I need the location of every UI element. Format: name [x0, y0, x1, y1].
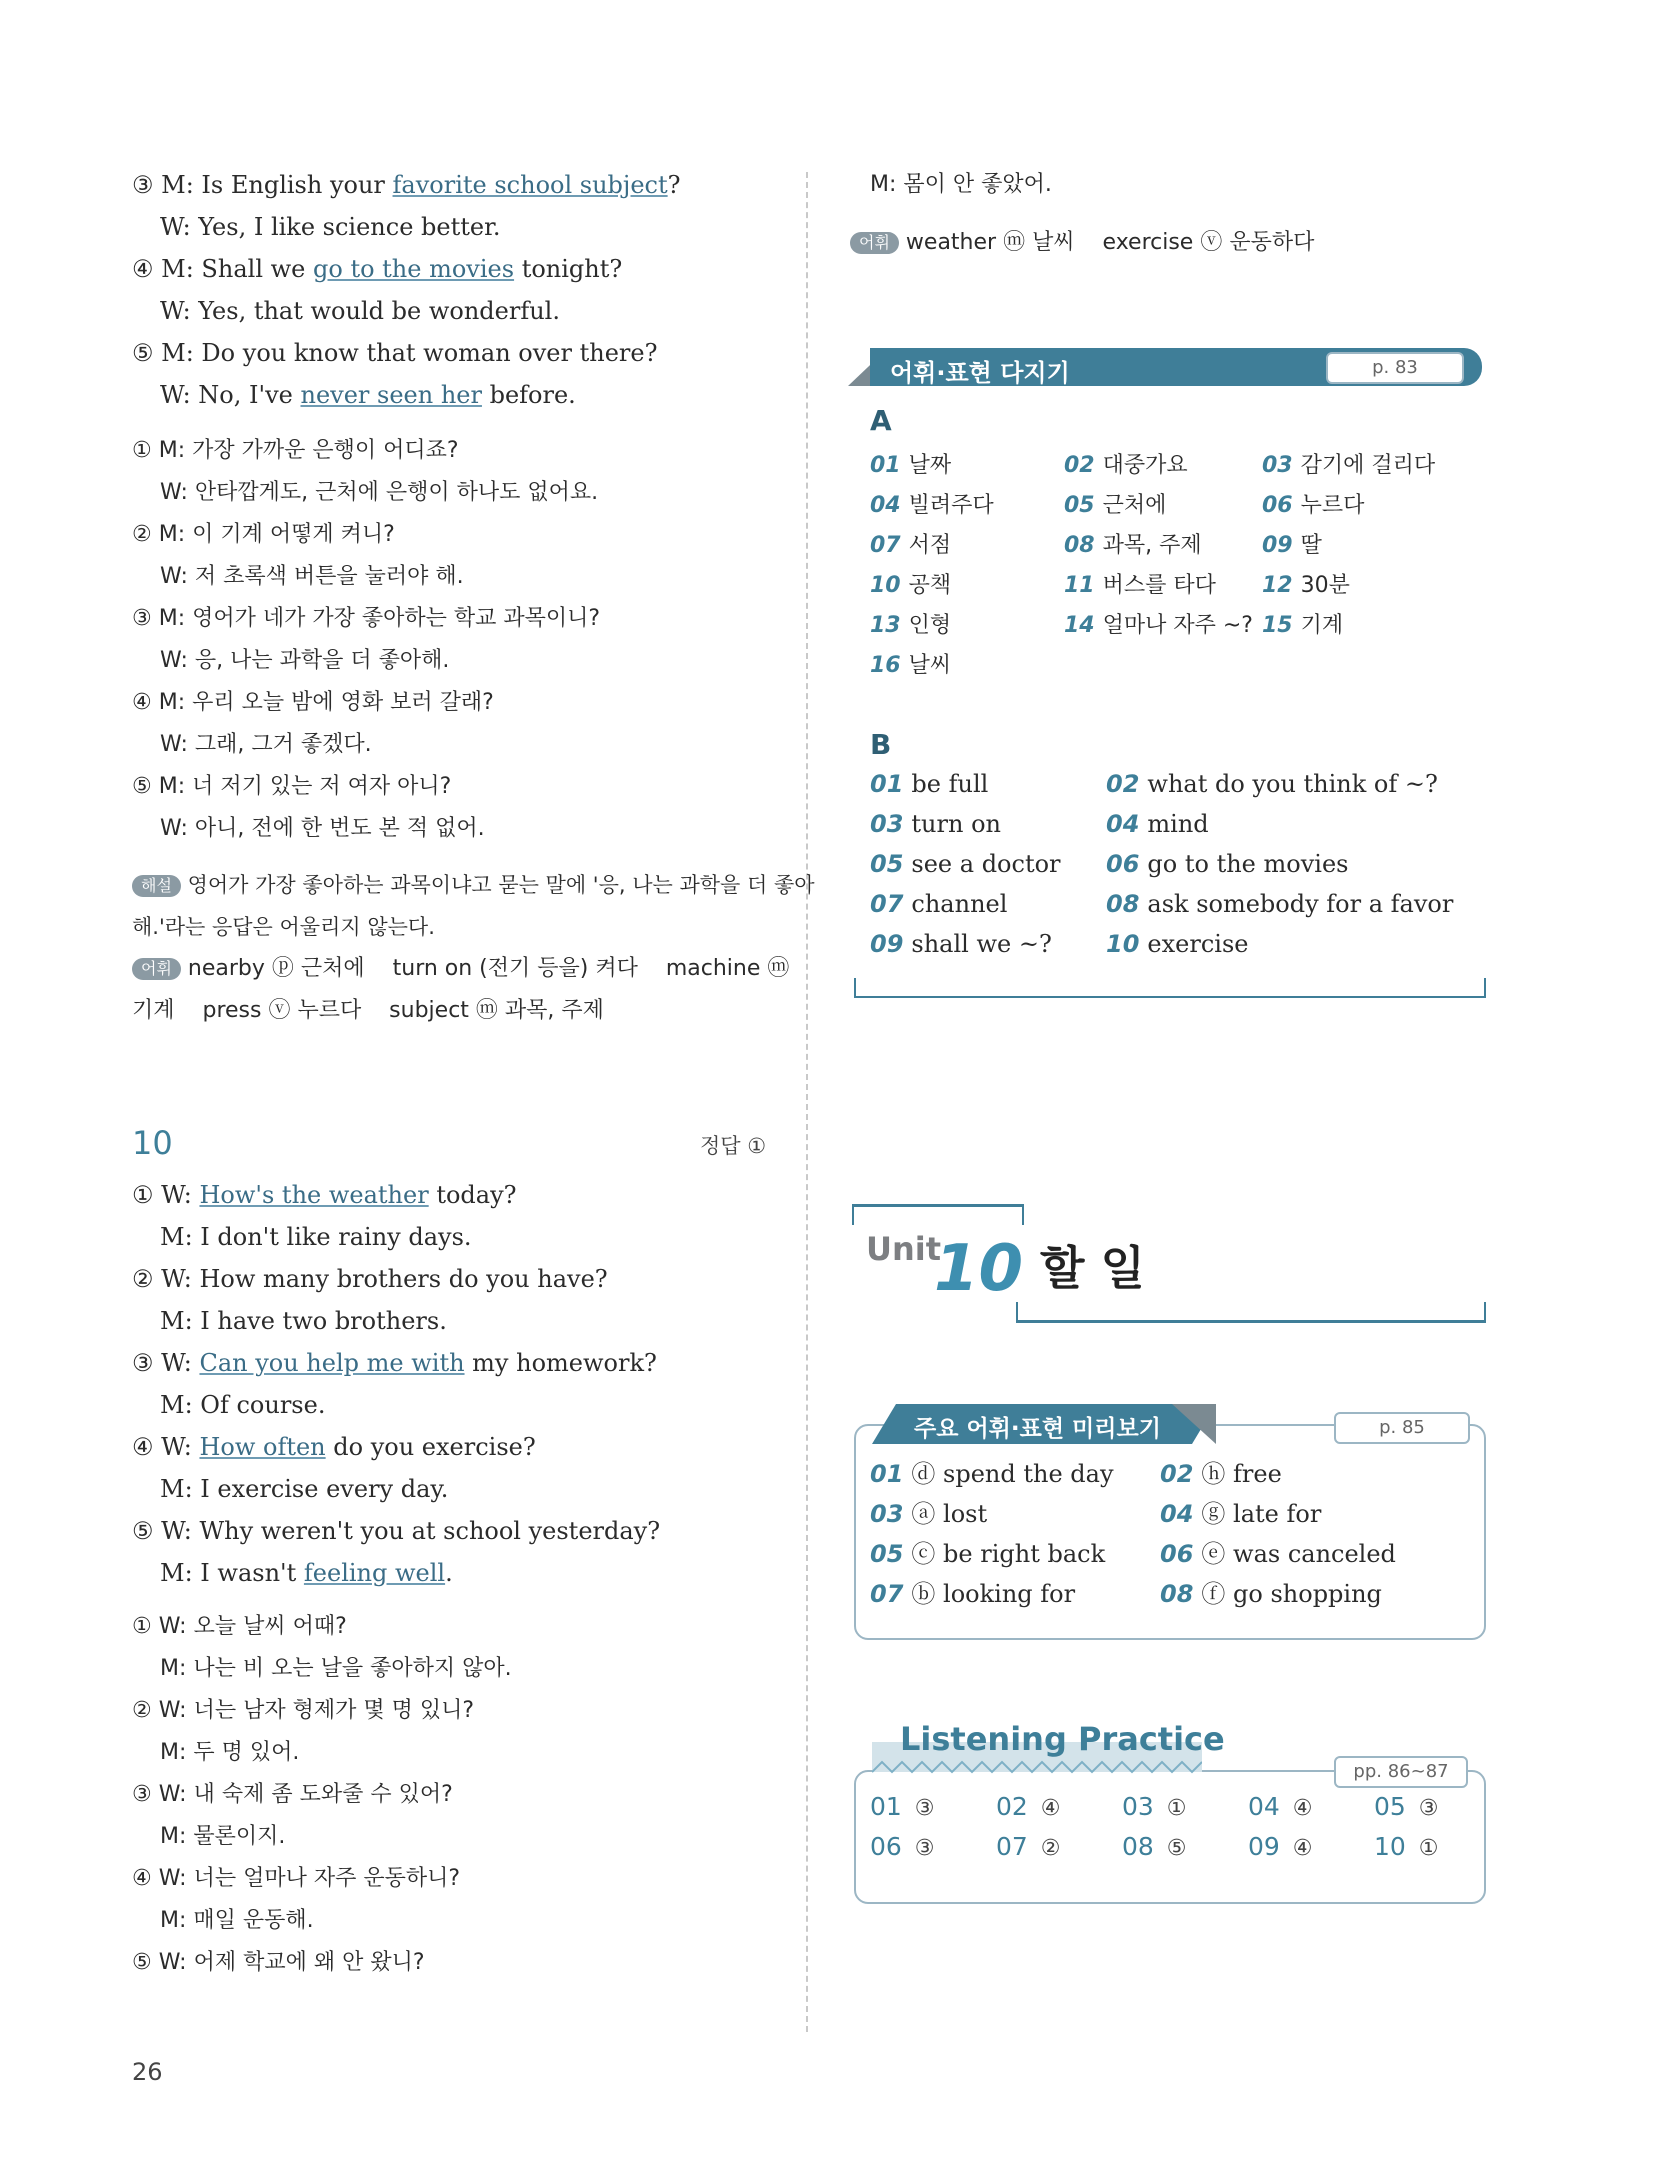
section-a-letter: A: [870, 404, 892, 437]
item-text: be full: [911, 770, 989, 798]
listening-answer: [1122, 1832, 1187, 1861]
vocab-a-item: [870, 648, 951, 679]
item-text: 서점: [908, 533, 952, 558]
dialogue-text: ① W:: [132, 1181, 200, 1209]
dialogue-line: [132, 1348, 657, 1378]
dialogue-text: M: Of course.: [160, 1391, 326, 1419]
item-text: ⓐ lost: [911, 1500, 988, 1528]
listening-answer: [1122, 1792, 1187, 1821]
item-text: 근처에: [1102, 493, 1167, 518]
dialogue-line: M: 두 명 있어.: [160, 1740, 300, 1765]
listening-answer: [1374, 1792, 1439, 1821]
answer-number: 05: [1374, 1792, 1406, 1821]
dialogue-text: ③ M: Is English your: [132, 171, 393, 199]
key-expression: go to the movies: [313, 255, 515, 283]
vocab-b-item: [870, 850, 1061, 878]
item-text: 인형: [908, 613, 952, 638]
item-number: 04: [1106, 810, 1140, 838]
section-b-letter: B: [870, 728, 892, 761]
item-number: 01: [870, 770, 904, 798]
item-number: 08: [1106, 890, 1140, 918]
item-number: 01: [870, 1460, 904, 1488]
vocab-a-item: [870, 608, 951, 639]
vocab-line-1: 어휘 nearby ⓟ 근처에 turn on (전기 등을) 켜다 machine ⓜ: [132, 954, 789, 984]
answer-number: 10: [1374, 1832, 1406, 1861]
item-text: ⓒ be right back: [911, 1540, 1106, 1568]
unit-number: 10: [934, 1232, 1024, 1306]
vocab-b-item: [1106, 770, 1438, 798]
dialogue-line: [160, 380, 576, 410]
item-number: 06: [1106, 850, 1140, 878]
item-text: ⓑ looking for: [911, 1580, 1076, 1608]
item-text: ⓗ free: [1201, 1460, 1282, 1488]
page-number: 26: [132, 2058, 163, 2086]
dialogue-text: my homework?: [464, 1349, 657, 1377]
dialogue-line: [132, 1180, 517, 1210]
item-text: ask somebody for a favor: [1147, 890, 1454, 918]
vocab-a-item: [1064, 528, 1202, 559]
dialogue-text: M: I exercise every day.: [160, 1475, 449, 1503]
vocab-box-title: 어휘·표현 다지기: [890, 359, 1070, 387]
listening-title: Listening Practice: [900, 1720, 1225, 1758]
item-text: go to the movies: [1147, 850, 1349, 878]
item-text: exercise: [1147, 930, 1249, 958]
item-number: 06: [1262, 493, 1293, 518]
answer-choice: ①: [1159, 1796, 1187, 1821]
vocab-b-item: [1106, 890, 1453, 918]
item-number: 07: [870, 890, 904, 918]
vocab-a-item: [1262, 528, 1322, 559]
item-number: 07: [870, 1580, 904, 1608]
answer-choice: ③: [907, 1796, 935, 1821]
key-expression: How's the weather: [199, 1181, 429, 1209]
dialogue-line: [132, 254, 622, 284]
dialogue-text: W: Yes, that would be wonderful.: [160, 297, 560, 325]
dialogue-text: ⑤ M: Do you know that woman over there?: [132, 339, 658, 367]
question-number: 10: [132, 1124, 173, 1162]
dialogue-line: [132, 1516, 660, 1546]
dialogue-line: M: 나는 비 오는 날을 좋아하지 않아.: [160, 1656, 512, 1681]
item-text: 빌려주다: [908, 493, 994, 518]
vocab-b-item: [1106, 810, 1209, 838]
dialogue-line: ③ M: 영어가 네가 가장 좋아하는 학교 과목이니?: [132, 606, 601, 631]
item-text: 30분: [1300, 573, 1350, 598]
answer-choice: ④: [1285, 1836, 1313, 1861]
explanation-tag: 해설: [132, 875, 181, 897]
preview-item: [1160, 1574, 1382, 1609]
dialogue-line: [160, 1558, 453, 1588]
item-text: 날씨: [908, 653, 952, 678]
dialogue-line: [132, 1264, 608, 1294]
item-text: ⓖ late for: [1201, 1500, 1322, 1528]
vocab-a-item: [1064, 568, 1216, 599]
item-number: 08: [1160, 1580, 1194, 1608]
listening-page: pp. 86~87: [1334, 1756, 1468, 1788]
answer-number: 01: [870, 1792, 902, 1821]
dialogue-line: W: 안타깝게도, 근처에 은행이 하나도 없어요.: [160, 480, 599, 505]
answer-choice: ③: [1411, 1796, 1439, 1821]
answer-number: 06: [870, 1832, 902, 1861]
item-text: mind: [1147, 810, 1209, 838]
item-text: 기계: [1300, 613, 1344, 638]
item-number: 08: [1064, 533, 1095, 558]
answer-choice: ④: [1033, 1796, 1061, 1821]
vocab-line-2: 기계 press ⓥ 누르다 subject ⓜ 과목, 주제: [132, 998, 604, 1023]
item-number: 06: [1160, 1540, 1194, 1568]
unit-bracket-top: [852, 1204, 1024, 1225]
item-number: 14: [1064, 613, 1095, 638]
item-text: shall we ~?: [911, 930, 1052, 958]
vocab-a-item: [1262, 448, 1435, 479]
item-number: 10: [870, 573, 901, 598]
item-text: ⓔ was canceled: [1201, 1540, 1396, 1568]
dialogue-line: [160, 1390, 325, 1420]
vocab-a-item: [870, 448, 951, 479]
item-number: 10: [1106, 930, 1140, 958]
answer-choice: ④: [1285, 1796, 1313, 1821]
answer-label: 정답 ①: [700, 1134, 767, 1158]
dialogue-line: ⑤ W: 어제 학교에 왜 안 왔니?: [132, 1950, 425, 1975]
unit-title: 할 일: [1040, 1241, 1145, 1295]
dialogue-text: W: No, I've: [160, 381, 301, 409]
item-text: turn on: [911, 810, 1001, 838]
answer-choice: ③: [907, 1836, 935, 1861]
vocab-a-item: [1064, 608, 1253, 639]
dialogue-line: W: 아니, 전에 한 번도 본 적 없어.: [160, 816, 485, 841]
vocab-a-item: [870, 528, 951, 559]
vocab-b-item: [1106, 930, 1248, 958]
item-number: 03: [870, 1500, 904, 1528]
key-expression: How often: [199, 1433, 326, 1461]
item-number: 12: [1262, 573, 1293, 598]
listening-answer: [1248, 1792, 1313, 1821]
item-number: 04: [870, 493, 901, 518]
answer-number: 04: [1248, 1792, 1280, 1821]
top-vocab-line: 어휘 weather ⓜ 날씨 exercise ⓥ 운동하다: [850, 228, 1314, 258]
item-text: 공책: [908, 573, 952, 598]
answer-number: 07: [996, 1832, 1028, 1861]
dialogue-line: W: 저 초록색 버튼을 눌러야 해.: [160, 564, 464, 589]
item-text: channel: [911, 890, 1008, 918]
dialogue-line: [160, 1306, 447, 1336]
item-number: 09: [1262, 533, 1293, 558]
dialogue-line: [160, 1474, 448, 1504]
preview-item: [1160, 1494, 1321, 1529]
listening-answer: [996, 1792, 1061, 1821]
preview-item: [1160, 1454, 1282, 1489]
dialogue-line: ④ W: 너는 얼마나 자주 운동하니?: [132, 1866, 461, 1891]
dialogue-line: [132, 170, 681, 200]
answer-number: 02: [996, 1792, 1028, 1821]
listening-answer: [1248, 1832, 1313, 1861]
listening-answer: [870, 1792, 935, 1821]
item-number: 03: [1262, 453, 1293, 478]
vocab-b-item: [1106, 850, 1348, 878]
explanation-line-1: 해설 영어가 가장 좋아하는 과목이냐고 묻는 말에 '응, 나는 과학을 더 좋아: [132, 870, 815, 900]
dialogue-text: ?: [667, 171, 681, 199]
dialogue-line: [160, 296, 560, 326]
dialogue-line: W: 응, 나는 과학을 더 좋아해.: [160, 648, 450, 673]
item-text: ⓓ spend the day: [911, 1460, 1114, 1488]
unit-word: Unit: [866, 1230, 942, 1268]
answer-choice: ②: [1033, 1836, 1061, 1861]
item-number: 05: [870, 850, 904, 878]
dialogue-line: ② M: 이 기계 어떻게 켜니?: [132, 522, 395, 547]
item-number: 07: [870, 533, 901, 558]
item-number: 04: [1160, 1500, 1194, 1528]
answer-number: 03: [1122, 1792, 1154, 1821]
vocab-a-item: [1064, 488, 1166, 519]
item-text: 대중가요: [1102, 453, 1188, 478]
dialogue-text: W: Yes, I like science better.: [160, 213, 501, 241]
item-text: 누르다: [1300, 493, 1365, 518]
dialogue-line: ① M: 가장 가까운 은행이 어디죠?: [132, 438, 459, 463]
dialogue-text: tonight?: [514, 255, 623, 283]
vocab-box-bracket: [854, 978, 1486, 998]
vocab-b-item: [870, 810, 1001, 838]
vocab-a-item: [1262, 568, 1350, 599]
explanation-line-2: 해.'라는 응답은 어울리지 않는다.: [132, 915, 435, 939]
dialogue-text: ③ W:: [132, 1349, 200, 1377]
item-text: 날짜: [908, 453, 952, 478]
vocab-box-page: p. 83: [1326, 352, 1464, 384]
dialogue-text: ② W: How many brothers do you have?: [132, 1265, 608, 1293]
item-text: 딸: [1300, 533, 1322, 558]
answer-number: 08: [1122, 1832, 1154, 1861]
vocab-tag: 어휘: [132, 958, 181, 980]
item-text: what do you think of ~?: [1147, 770, 1438, 798]
dialogue-line: ① W: 오늘 날씨 어때?: [132, 1614, 347, 1639]
item-text: 과목, 주제: [1102, 533, 1202, 558]
item-number: 01: [870, 453, 901, 478]
dialogue-text: ④ W:: [132, 1433, 200, 1461]
preview-item: [870, 1454, 1114, 1489]
dialogue-line: M: 물론이지.: [160, 1824, 286, 1849]
item-number: 13: [870, 613, 901, 638]
answer-choice: ⑤: [1159, 1836, 1187, 1861]
dialogue-text: do you exercise?: [325, 1433, 536, 1461]
dialogue-line: ④ M: 우리 오늘 밤에 영화 보러 갈래?: [132, 690, 494, 715]
listening-answer: [870, 1832, 935, 1861]
column-divider: [806, 172, 808, 2032]
item-number: 02: [1064, 453, 1095, 478]
vocab-a-item: [1064, 448, 1188, 479]
translation-line: M: 몸이 안 좋았어.: [870, 172, 1052, 197]
item-number: 05: [1064, 493, 1095, 518]
item-text: see a doctor: [911, 850, 1061, 878]
preview-page: p. 85: [1334, 1412, 1470, 1444]
dialogue-line: M: 매일 운동해.: [160, 1908, 314, 1933]
item-number: 11: [1064, 573, 1095, 598]
dialogue-text: M: I have two brothers.: [160, 1307, 447, 1335]
preview-title: 주요 어휘·표현 미리보기: [914, 1416, 1161, 1442]
item-text: 얼마나 자주 ~?: [1102, 613, 1253, 638]
dialogue-line: [132, 338, 657, 368]
preview-item: [1160, 1534, 1396, 1569]
dialogue-text: M: I don't like rainy days.: [160, 1223, 472, 1251]
top-vocab-tag: 어휘: [850, 232, 899, 254]
unit-bracket-bottom: [1016, 1302, 1486, 1323]
dialogue-text: ⑤ W: Why weren't you at school yesterday?: [132, 1517, 661, 1545]
dialogue-text: before.: [481, 381, 576, 409]
dialogue-text: M: I wasn't: [160, 1559, 304, 1587]
answer-choice: ①: [1411, 1836, 1439, 1861]
dialogue-line: W: 그래, 그거 좋겠다.: [160, 732, 372, 757]
vocab-b-item: [870, 930, 1052, 958]
answer-number: 09: [1248, 1832, 1280, 1861]
dialogue-text: ④ M: Shall we: [132, 255, 313, 283]
dialogue-line: [132, 1432, 536, 1462]
item-text: 버스를 타다: [1102, 573, 1216, 598]
dialogue-line: [160, 212, 501, 242]
dialogue-line: ③ W: 내 숙제 좀 도와줄 수 있어?: [132, 1782, 453, 1807]
dialogue-text: .: [445, 1559, 453, 1587]
listening-answer: [996, 1832, 1061, 1861]
dialogue-line: ⑤ M: 너 저기 있는 저 여자 아니?: [132, 774, 452, 799]
vocab-b-item: [870, 770, 988, 798]
preview-item: [870, 1494, 987, 1529]
item-number: 16: [870, 653, 901, 678]
item-text: 감기에 걸리다: [1300, 453, 1436, 478]
item-number: 02: [1160, 1460, 1194, 1488]
key-expression: favorite school subject: [392, 171, 668, 199]
vocab-a-item: [1262, 608, 1343, 639]
item-number: 09: [870, 930, 904, 958]
dialogue-line: ② W: 너는 남자 형제가 몇 명 있니?: [132, 1698, 475, 1723]
dialogue-text: today?: [428, 1181, 517, 1209]
item-number: 15: [1262, 613, 1293, 638]
key-expression: feeling well: [303, 1559, 446, 1587]
preview-item: [870, 1574, 1075, 1609]
key-expression: Can you help me with: [199, 1349, 465, 1377]
item-number: 03: [870, 810, 904, 838]
vocab-a-item: [870, 568, 951, 599]
dialogue-line: [160, 1222, 472, 1252]
vocab-a-item: [870, 488, 994, 519]
item-number: 02: [1106, 770, 1140, 798]
item-number: 05: [870, 1540, 904, 1568]
vocab-b-item: [870, 890, 1007, 918]
key-expression: never seen her: [300, 381, 482, 409]
item-text: ⓕ go shopping: [1201, 1580, 1382, 1608]
vocab-a-item: [1262, 488, 1364, 519]
listening-answer: [1374, 1832, 1439, 1861]
preview-item: [870, 1534, 1105, 1569]
